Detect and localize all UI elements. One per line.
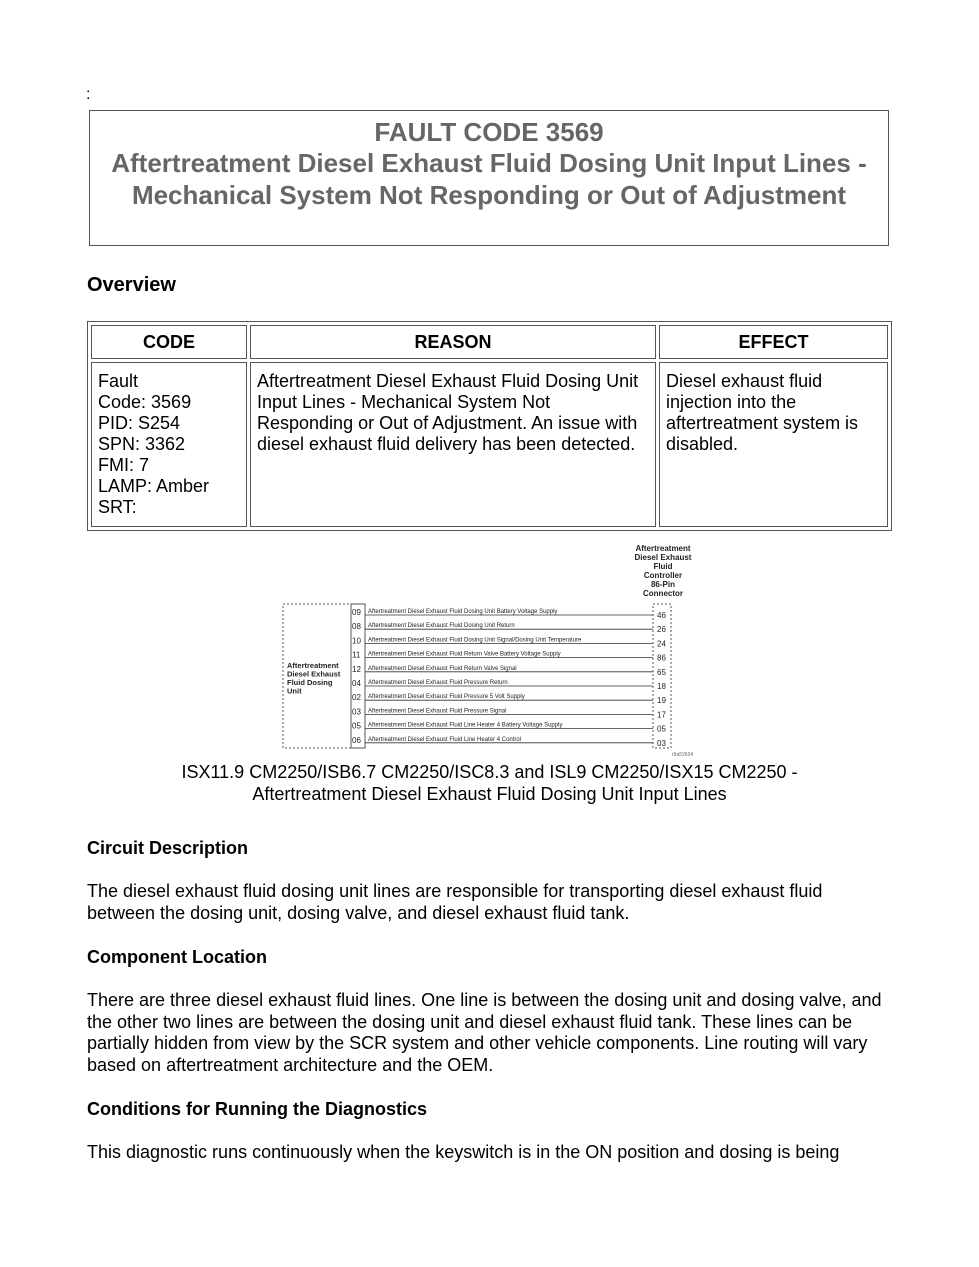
component-location-text: There are three diesel exhaust fluid lines. One line is between the dosing unit and dosing valve, and the other two lines are between the dosing unit and diesel exhaust fluid tank. These lines can be partially hidden from view by the SCR system and other vehicle components. Line routing will vary based on aftertreatment architecture and the OEM. xyxy=(87,990,882,1075)
header-effect: EFFECT xyxy=(659,325,888,359)
code-cell xyxy=(91,362,247,527)
wire-row xyxy=(352,693,666,705)
figure-caption xyxy=(87,761,892,805)
reason-cell: Aftertreatment Diesel Exhaust Fluid Dosing Unit Input Lines - Mechanical System Not Responding or Out of Adjustment. An issue with diesel exhaust fluid delivery has been detected. xyxy=(250,362,656,527)
wire-label: Aftertreatment Diesel Exhaust Fluid Pressure 5 Volt Supply xyxy=(368,694,525,701)
component-location-heading: Component Location xyxy=(87,947,267,967)
pin-left: 08 xyxy=(352,622,361,632)
pin-right: 05 xyxy=(657,724,666,734)
wire-row xyxy=(352,651,666,663)
caption-line: Aftertreatment Diesel Exhaust Fluid Dosing Unit Input Lines xyxy=(252,784,727,804)
wire-label: Aftertreatment Diesel Exhaust Fluid Return Valve Signal xyxy=(368,665,517,672)
header-code: CODE xyxy=(91,325,247,359)
pin-right: 17 xyxy=(657,710,666,720)
controller-label-line: 86-Pin xyxy=(650,580,676,589)
code-line: SPN: 3362 xyxy=(98,434,186,454)
wire-label: Aftertreatment Diesel Exhaust Fluid Line Heater 4 Control xyxy=(368,736,522,743)
pin-right: 18 xyxy=(657,682,666,691)
wire-label: Aftertreatment Diesel Exhaust Fluid Dosing Unit Return xyxy=(368,623,515,630)
wire-row xyxy=(352,636,666,648)
fault-description-title: Aftertreatment Diesel Exhaust Fluid Dosing Unit Input Lines - Mechanical System Not Responding or Out of Adjustment xyxy=(111,148,867,210)
wire-label: Aftertreatment Diesel Exhaust Fluid Dosing Unit Battery Voltage Supply xyxy=(368,609,558,615)
effect-cell: Diesel exhaust fluid injection into the aftertreatment system is disabled. xyxy=(659,362,888,527)
pin-right: 26 xyxy=(657,625,666,635)
circuit-description-text: The diesel exhaust fluid dosing unit lines are responsible for transporting diesel exhaust fluid between the dosing unit, dosing valve, and diesel exhaust fluid tank. xyxy=(87,881,823,923)
wire-label: Aftertreatment Diesel Exhaust Fluid Pressure Return xyxy=(368,680,508,686)
dosing-unit-label xyxy=(287,661,341,696)
unit-label-line: Fluid Dosing xyxy=(287,678,333,687)
unit-label-line: Diesel Exhaust xyxy=(287,669,341,679)
overview-heading: Overview xyxy=(87,274,176,296)
wire-row xyxy=(352,736,666,748)
pin-left: 06 xyxy=(352,735,361,745)
controller-label-line: Connector xyxy=(643,589,683,598)
wire-label: Aftertreatment Diesel Exhaust Fluid Line Heater 4 Battery Voltage Supply xyxy=(368,722,563,729)
fault-title-box xyxy=(89,110,889,246)
code-line: LAMP: Amber xyxy=(98,476,210,496)
wire-row xyxy=(352,622,666,634)
wire-label: Aftertreatment Diesel Exhaust Fluid Return Valve Battery Voltage Supply xyxy=(368,651,561,658)
wire-row xyxy=(352,608,666,620)
controller-label-line: Controller xyxy=(643,571,683,580)
pin-left: 04 xyxy=(352,679,361,688)
overview-table xyxy=(87,321,892,531)
pin-left: 10 xyxy=(352,636,361,646)
conditions-heading: Conditions for Running the Diagnostics xyxy=(87,1099,427,1119)
code-line: Code: 3569 xyxy=(98,392,192,412)
table-header-row xyxy=(91,325,888,359)
caption-line: ISX11.9 CM2250/ISB6.7 CM2250/ISC8.3 and ISL9 CM2250/ISX15 CM2250 - xyxy=(181,762,798,782)
pin-left: 11 xyxy=(352,650,361,660)
pin-right: 03 xyxy=(657,738,666,748)
unit-label-line: Aftertreatment xyxy=(287,661,339,670)
header-reason: REASON xyxy=(250,325,656,359)
pin-left: 02 xyxy=(352,693,361,703)
wire-label: Aftertreatment Diesel Exhaust Fluid Dosing Unit Signal/Dosing Unit Temperature xyxy=(368,637,582,644)
pin-right: 24 xyxy=(657,639,666,649)
table-row xyxy=(91,362,888,527)
code-line: SRT: xyxy=(98,497,137,517)
wire-row xyxy=(352,722,666,734)
pin-right: 46 xyxy=(657,611,666,620)
unit-label-line: Unit xyxy=(287,686,302,696)
circuit-description-heading: Circuit Description xyxy=(87,838,249,858)
pin-left: 03 xyxy=(352,707,361,717)
wire-label: Aftertreatment Diesel Exhaust Fluid Pressure Signal xyxy=(368,708,507,715)
controller-label xyxy=(635,544,692,598)
wire-row xyxy=(352,679,666,691)
pin-left: 05 xyxy=(352,721,361,731)
wiring-diagram xyxy=(280,542,700,758)
code-line: PID: S254 xyxy=(98,413,181,433)
wire-row xyxy=(352,707,666,719)
controller-label-line: Fluid xyxy=(653,562,673,571)
conditions-text: This diagnostic runs continuously when the keyswitch is in the ON position and dosing is being xyxy=(87,1142,840,1162)
pin-right: 19 xyxy=(657,696,666,706)
page-marker: : xyxy=(86,86,91,103)
pin-right: 65 xyxy=(657,667,666,677)
code-line: Fault xyxy=(98,371,139,391)
controller-label-line: Aftertreatment xyxy=(635,544,691,553)
pin-left: 09 xyxy=(352,608,361,617)
fault-code-title: FAULT CODE 3569 xyxy=(374,117,604,147)
pin-left: 12 xyxy=(352,664,361,674)
controller-label-line: Diesel Exhaust xyxy=(634,553,692,562)
wire-row xyxy=(352,665,666,677)
pin-right: 86 xyxy=(657,653,666,663)
figure-id: r9a52604 xyxy=(672,752,694,758)
code-line: FMI: 7 xyxy=(98,455,150,475)
